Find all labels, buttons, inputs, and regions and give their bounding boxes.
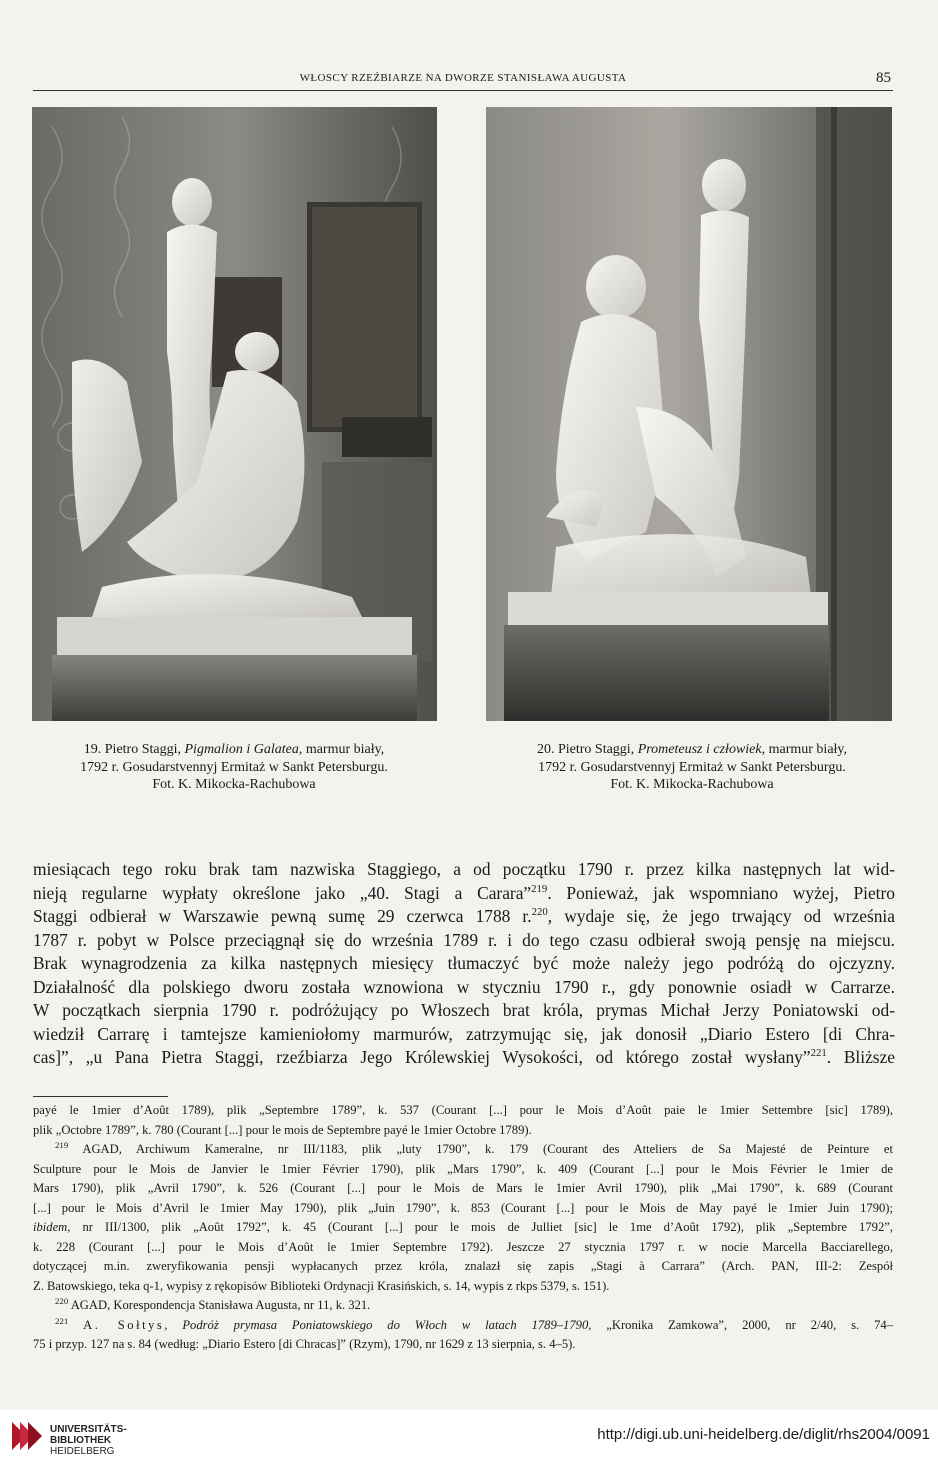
footnote-author: A. Sołtys — [83, 1317, 165, 1332]
footnote-text: AGAD, Archiwum Kameralne, nr III/1183, plik „luty 1790”, k. 179 (Courant des Atteliers de Sa Majesté de Peinture et — [82, 1142, 893, 1156]
footer-bar — [0, 1410, 938, 1474]
body-segment: , wydaje się, że jego trwający od września — [547, 906, 895, 926]
footnote-line: plik „Octobre 1789”, k. 780 (Courant [...] pour le mois de Septembre payé le 1mier Octobre 1789). — [33, 1122, 532, 1137]
library-name — [50, 1424, 127, 1457]
body-line: W początkach sierpnia 1790 r. podróżujący po Włoszech brat króla, prymas Michał Jerzy Poniatowski od- — [33, 1000, 895, 1020]
footnote-italic: ibidem — [33, 1220, 68, 1234]
footnote-number: 220 — [55, 1295, 69, 1306]
footnote-text: AGAD, Korespondencja Stanisława Augusta, nr 11, k. 321. — [70, 1298, 371, 1312]
body-line: 1787 r. pobyt w Polsce przeciągnął się do września 1789 r. i do tego czasu odbierał swoją pensję na miejscu. — [33, 929, 895, 950]
footnote-line: Mars 1790), plik „Avril 1790”, k. 526 (Courant [...] pour le Mois de Mars le 1mier Avril 1790), plik „Mai 1790”, k. 689 (Courant — [33, 1181, 893, 1195]
body-line — [33, 882, 895, 906]
caption-line-1 — [482, 741, 902, 759]
footnote-line: [...] pour le Mois d’Avril le 1mier May 1790), plik „Juin 1790”, k. 853 (Courant [...] pour le Mois de May payé le 1mier Juin 1790); — [33, 1200, 893, 1215]
figure-title: Pigmalion i Galatea — [184, 742, 299, 757]
figure-material: , marmur biały, — [761, 742, 848, 757]
library-name-line: UNIVERSITÄTS- — [50, 1424, 127, 1435]
footnote-219 — [33, 1140, 893, 1160]
page-number: 85 — [876, 70, 891, 86]
footnote-line — [33, 1218, 893, 1238]
footnote-number: 219 — [55, 1139, 69, 1150]
footnote-line: dotyczącej m.in. zweryfikowania pensji wypłacanych przez króla, znalazł się zapis „Stagi à Carrara” (Arch. PAN, III-2: Zespół — [33, 1259, 893, 1273]
figure-20-photo — [486, 107, 892, 721]
figure-number: 19. — [83, 742, 102, 757]
footnote-line: Z. Batowskiego, teka q-1, wypisy z rękopisów Biblioteki Ordynacji Krasińskich, s. 14, wypis z rkps 5379, s. 151). — [33, 1278, 610, 1293]
caption-line-1 — [24, 741, 444, 759]
footnote-line: k. 228 (Courant [...] pour le Mois d’Août le 1mier Septembre 1792). Jeszcze 27 stycznia 1797 r. w nocie Marcella Bacciarellego, — [33, 1239, 893, 1254]
footnote-line: payé le 1mier d’Août 1789), plik „Septembre 1789”, k. 537 (Courant [...] pour le Mois d’Août paie le 1mier Settembre [sic] 1789), — [33, 1103, 893, 1117]
body-segment: nieją regularne wypłaty określone jako „40. Stagi a Carara” — [33, 882, 532, 903]
body-line — [33, 1046, 895, 1070]
body-segment: Staggi odbierał w Warszawie pewną sumę 29 czerwca 1788 r. — [33, 906, 532, 926]
figure-19-caption — [24, 741, 444, 794]
caption-line-2: 1792 r. Gosudarstvennyj Ermitaż w Sankt Petersburgu. — [80, 759, 388, 775]
body-line: wiedził Carrarę i tamtejsze kamieniołomy marmurów, zatrzymując się, jak donosił „Diario Estero [di Chra- — [33, 1023, 895, 1044]
source-url-link[interactable]: http://digi.ub.uni-heidelberg.de/diglit/rhs2004/0091 — [597, 1426, 930, 1443]
footnote-divider — [33, 1096, 168, 1097]
figure-author: Pietro Staggi, — [557, 742, 635, 757]
footnote-ref-221[interactable]: 221 — [810, 1047, 827, 1060]
body-text — [33, 858, 895, 1070]
footnote-220 — [33, 1296, 893, 1316]
figure-title: Prometeusz i człowiek — [637, 742, 762, 757]
body-line: Działalność dla polskiego dworu została wznowiona w styczniu 1790 r., gdy ponownie osiadł w Carrarze. — [33, 976, 895, 997]
running-title: WŁOSCY RZEŹBIARZE NA DWORZE STANISŁAWA AUGUSTA — [299, 72, 627, 84]
library-name-line: BIBLIOTHEK — [50, 1435, 112, 1446]
footnotes — [33, 1101, 893, 1355]
footnote-separator: , — [164, 1317, 183, 1332]
figure-20-caption — [482, 741, 902, 794]
footnote-ref-220[interactable]: 220 — [531, 906, 548, 919]
footnote-line: 75 i przyp. 127 na s. 84 (według: „Diario Estero [di Chracas]” (Rzym), 1790, nr 1629 z 13 sierpnia, s. 4–5). — [33, 1337, 576, 1351]
body-segment: cas]”, „u Pana Pietra Staggi, rzeźbiarza Jego Królewskiej Wysokości, od którego został wysłany” — [33, 1047, 811, 1067]
caption-credit: Fot. K. Mikocka-Rachubowa — [152, 777, 316, 792]
body-line — [33, 905, 895, 929]
running-head — [33, 70, 893, 91]
figure-material: , marmur biały, — [298, 742, 385, 757]
body-line: Brak wynagrodzenia za kilka następnych miesięcy tłumaczyć być może należy jego podróżą do ojczyzny. — [33, 953, 895, 973]
body-segment: . Bliższe — [826, 1047, 896, 1067]
library-name-line: HEIDELBERG — [50, 1446, 115, 1457]
figure-author: Pietro Staggi, — [104, 742, 181, 757]
footnote-text: , nr III/1300, plik „Août 1792”, k. 45 (Courant [...] pour le mois de Julliet [sic] le 1me d’Août 1792), plik „Septembre 1792”, — [67, 1220, 893, 1234]
caption-credit: Fot. K. Mikocka-Rachubowa — [610, 777, 774, 792]
footnote-number: 221 — [55, 1315, 69, 1326]
caption-line-2: 1792 r. Gosudarstvennyj Ermitaż w Sankt Petersburgu. — [538, 759, 846, 775]
figure-19-photo — [32, 107, 437, 721]
figure-number: 20. — [536, 742, 555, 757]
footnote-text: , „Kronika Zamkowa”, 2000, nr 2/40, s. 74– — [588, 1317, 894, 1332]
footnote-line: Sculpture pour le Mois de Janvier le 1mier Février 1790), plik „Mars 1790”, k. 409 (Courant [...] pour le Mois Février le 1mier de — [33, 1161, 893, 1176]
footnote-ref-219[interactable]: 219 — [531, 882, 548, 895]
footnote-221 — [33, 1316, 893, 1336]
body-line: miesiącach tego roku brak tam nazwiska Staggiego, a od początku 1790 r. przez kilka następnych lat wid- — [33, 859, 895, 879]
library-logo-icon — [10, 1418, 44, 1458]
body-segment: . Ponieważ, jak wspomniano wyżej, Pietro — [547, 882, 895, 903]
footnote-italic: Podróż prymasa Poniatowskiego do Włoch w latach 1789–1790 — [182, 1317, 589, 1332]
